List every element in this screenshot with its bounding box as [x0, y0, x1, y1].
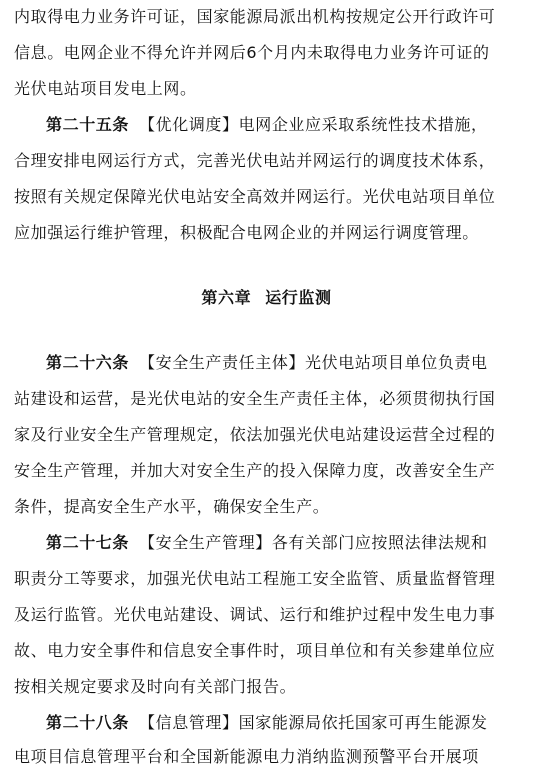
paragraph-line: 【信息管理】国家能源局依托国家可再生能源发	[139, 713, 488, 732]
paragraph-line: 按照有关规定保障光伏电站安全高效并网运行。光伏电站项目单位	[14, 187, 496, 206]
paragraph-line: 按相关规定要求及时向有关部门报告。	[14, 677, 297, 696]
paragraph-line: 【安全生产管理】各有关部门应按照法律法规和	[139, 533, 488, 552]
article-27-first-line	[46, 531, 520, 555]
paragraph-line: 站建设和运营，是光伏电站的安全生产责任主体，必须贯彻执行国	[14, 389, 496, 408]
paragraph-line: 【优化调度】电网企业应采取系统性技术措施，	[139, 115, 488, 134]
chapter-heading	[0, 286, 533, 310]
paragraph-line: 及运行监管。光伏电站建设、调试、运行和维护过程中发生电力事	[14, 605, 496, 624]
article-28-label: 第二十八条	[46, 713, 130, 732]
paragraph-line: 职责分工等要求，加强光伏电站工程施工安全监管、质量监督管理	[14, 569, 496, 588]
article-26-label: 第二十六条	[46, 353, 130, 372]
article-28-first-line	[46, 711, 520, 735]
paragraph-line: 安全生产管理，并加大对安全生产的投入保障力度，改善安全生产	[14, 461, 496, 480]
article-25-label: 第二十五条	[46, 115, 130, 134]
article-27-label: 第二十七条	[46, 533, 130, 552]
paragraph-line: 【安全生产责任主体】光伏电站项目单位负责电	[139, 353, 488, 372]
paragraph-line: 合理安排电网运行方式，完善光伏电站并网运行的调度技术体系，	[14, 151, 496, 170]
paragraph-line: 光伏电站项目发电上网。	[14, 79, 197, 98]
paragraph-line: 内取得电力业务许可证，国家能源局派出机构按规定公开行政许可	[14, 7, 496, 26]
paragraph-line: 条件，提高安全生产水平，确保安全生产。	[14, 497, 330, 516]
paragraph-line: 故、电力安全事件和信息安全事件时，项目单位和有关参建单位应	[14, 641, 496, 660]
paragraph-line: 应加强运行维护管理，积极配合电网企业的并网运行调度管理。	[14, 223, 479, 242]
paragraph-line: 电项目信息管理平台和全国新能源电力消纳监测预警平台开展项	[14, 747, 479, 766]
paragraph-line: 信息。电网企业不得允许并网后6个月内未取得电力业务许可证的	[14, 43, 490, 62]
paragraph-line: 家及行业安全生产管理规定，依法加强光伏电站建设运营全过程的	[14, 425, 496, 444]
chapter-number: 第六章	[201, 288, 252, 307]
article-26-first-line	[46, 351, 520, 375]
chapter-title: 运行监测	[265, 288, 332, 307]
article-25-first-line	[46, 113, 520, 137]
